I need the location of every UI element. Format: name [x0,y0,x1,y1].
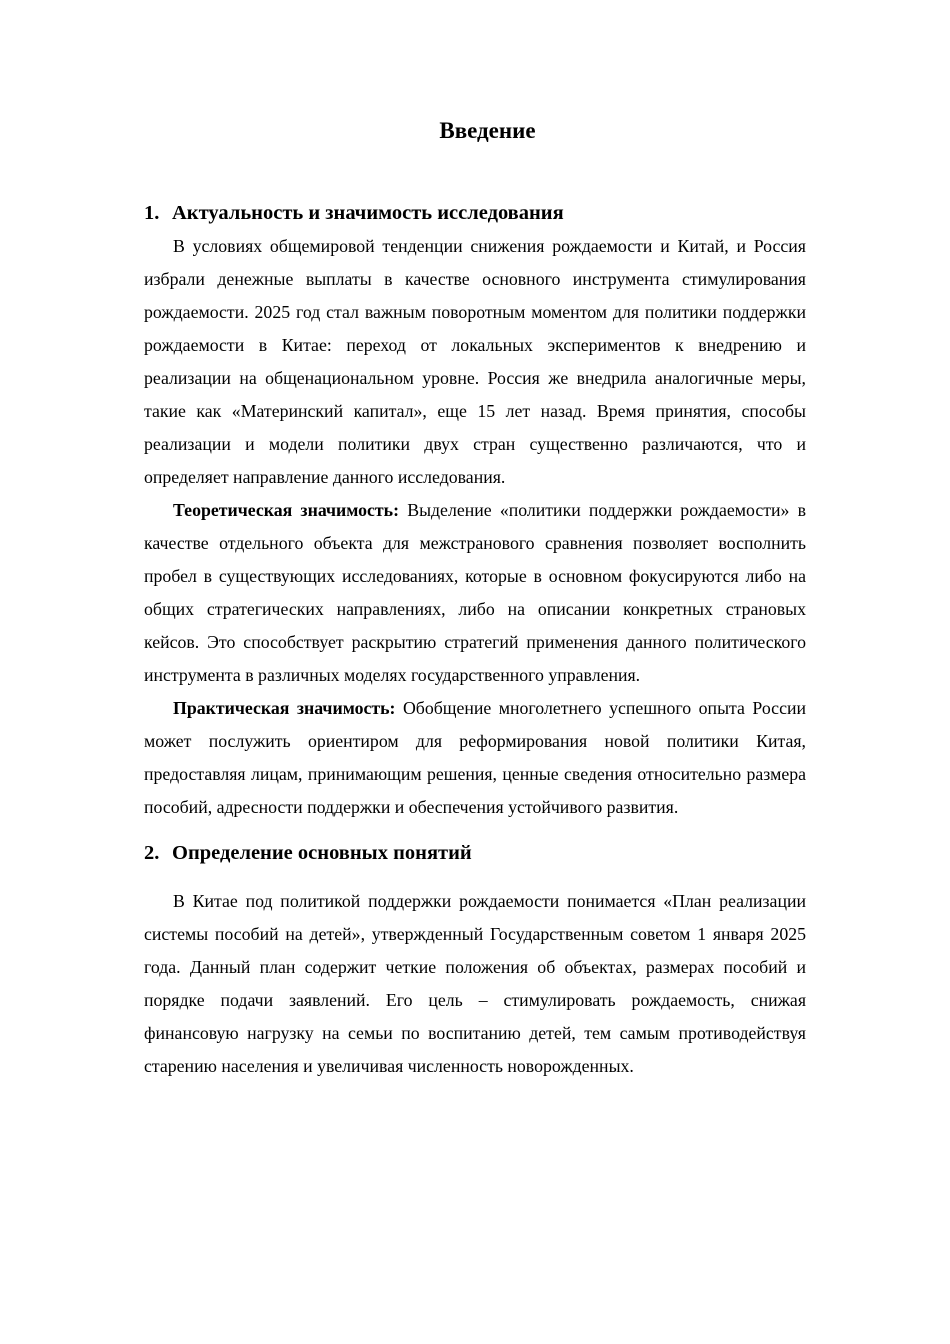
paragraph-practical-significance [144,692,806,824]
paragraph-theoretical-significance [144,494,806,692]
section-definitions [144,837,806,1083]
paragraph-text: Обобщение многолетнего успешного опыта России может послужить ориентиром для реформирования новой политики Китая, предоставляя лицам, принимающим решения, ценные сведения относительно размера пособий, адресности поддержки и обеспечения устойчивого развития. [144,698,806,817]
paragraph-lead: Практическая значимость: [173,698,396,718]
section-number: 1. [144,202,160,224]
section-title: Определение основных понятий [172,842,472,864]
paragraph-text: Выделение «политики поддержки рождаемости» в качестве отдельного объекта для межстранового сравнения позволяет восполнить пробел в существующих исследованиях, которые в основном фокусируются либо на общих стратегических направлениях, либо на описании конкретных страновых кейсов. Это способствует раскрытию стратегий применения данного политического инструмента в различных моделях государственного управления. [144,500,807,685]
section-heading [144,837,806,870]
paragraph-lead: Теоретическая значимость: [173,500,399,520]
paragraph-text: В Китае под политикой поддержки рождаемости понимается «План реализации системы пособий на детей», утвержденный Государственным советом 1 января 2025 года. Данный план содержит четкие положения об объектах, размерах пособий и порядке подачи заявлений. Его цель – стимулировать рождаемость, снижая финансовую нагрузку на семьи по воспитанию детей, тем самым противодействуя старению населения и увеличивая численность новорожденных. [144,891,806,1076]
section-heading [144,197,806,230]
paragraph-text: В условиях общемировой тенденции снижения рождаемости и Китай, и Россия избрали денежные выплаты в качестве основного инструмента стимулирования рождаемости. 2025 год стал важным поворотным моментом для политики поддержки рождаемости в Китае: переход от локальных экспериментов к внедрению и реализации на общенациональном уровне. Россия же внедрила аналогичные меры, такие как «Материнский капитал», еще 15 лет назад. Время принятия, способы реализации и модели политики двух стран существенно различаются, что и определяет направление данного исследования. [144,236,806,487]
section-number: 2. [144,842,160,864]
section-relevance [144,197,806,824]
paragraph-definition [144,885,806,1083]
paragraph-relevance [144,230,806,494]
document-title: Введение [439,118,536,143]
document-body [144,112,806,1083]
section-title: Актуальность и значимость исследования [172,202,564,224]
